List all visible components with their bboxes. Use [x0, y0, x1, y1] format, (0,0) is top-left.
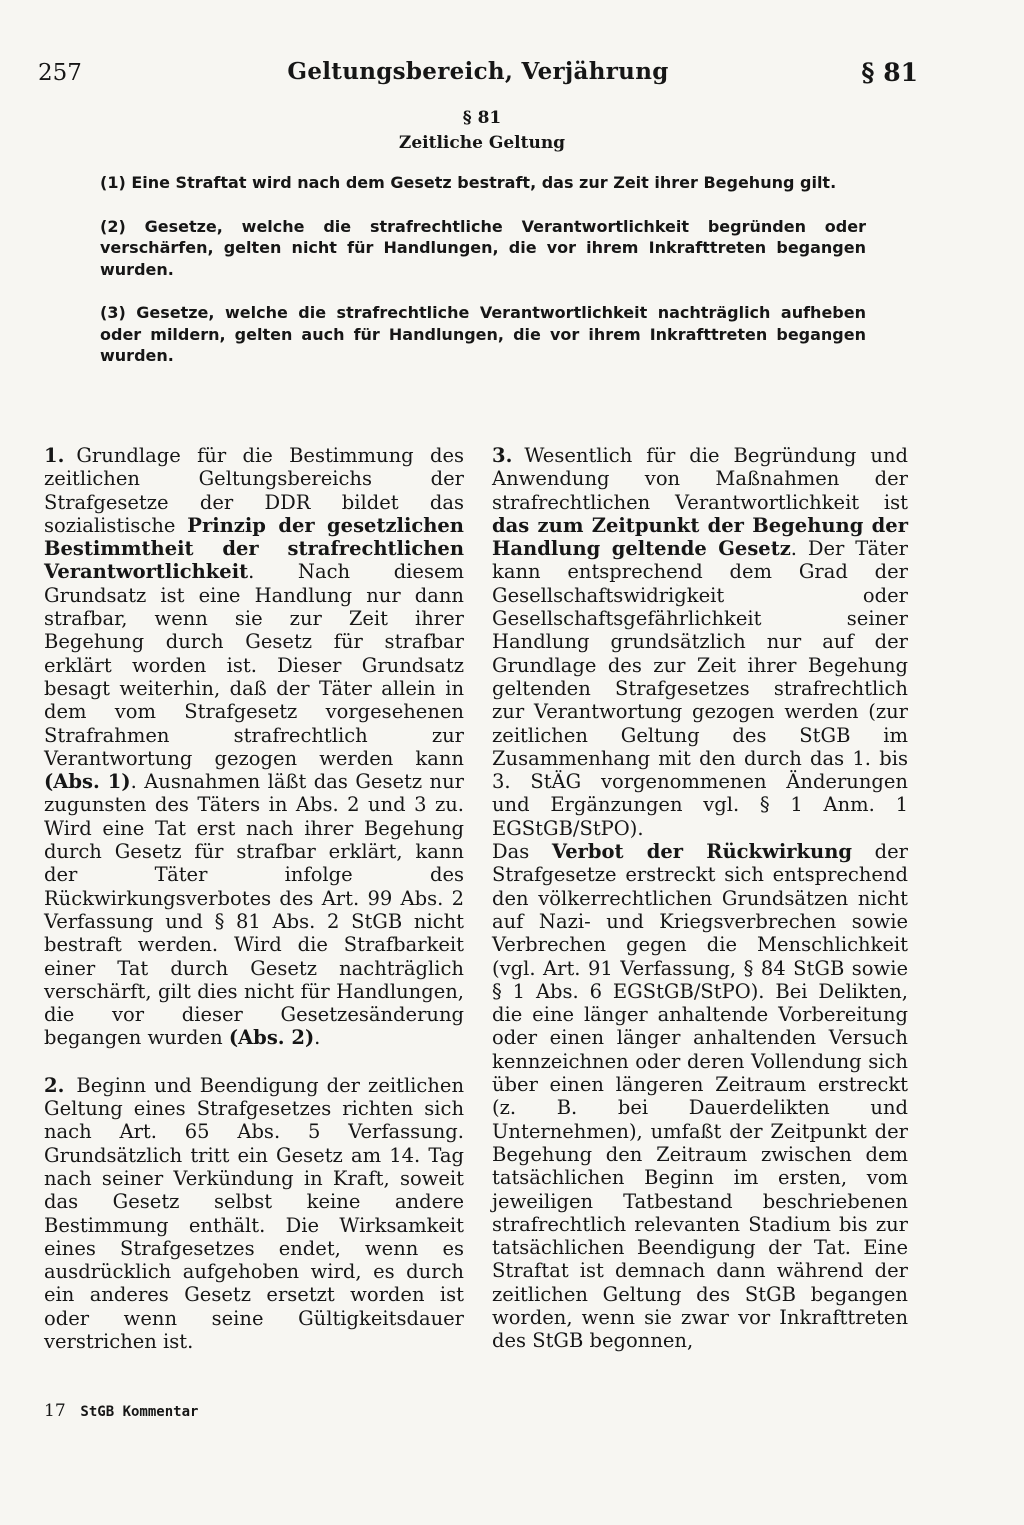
note-text: Wesentlich für die Begründung und Anwendung von Maßnahmen der strafrechtlichen Verantwortlichkeit ist: [492, 444, 908, 514]
law-paragraph-2: (2) Gesetze, welche die strafrechtliche Verantwortlichkeit begründen oder verschärfen, gelten nicht für Handlungen, die vor ihrem Inkrafttreten begangen wurden.: [100, 216, 866, 279]
note-emphasis: (Abs. 1): [44, 770, 131, 794]
section-number: § 81: [462, 108, 502, 128]
commentary-note-3-continued: [492, 840, 908, 1353]
paragraph-gap: [44, 1050, 464, 1074]
note-text: . Ausnahmen läßt das Gesetz nur zugunsten des Täters in Abs. 2 und 3 zu. Wird eine Tat erst nach ihrer Begehung durch Gesetz für strafbar erklärt, kann der Täter infolge des Rückwirkungsverbotes des Art. 99 Abs. 2 Verfassung und § 81 Abs. 2 StGB nicht bestraft werden. Wird die Strafbarkeit einer Tat durch Gesetz nachträglich verschärft, gilt dies nicht für Handlungen, die vor dieser Gesetzesänderung begangen wurden: [44, 770, 464, 1050]
note-number: 1.: [44, 444, 65, 467]
law-paragraph-1: (1) Eine Straftat wird nach dem Gesetz bestraft, das zur Zeit ihrer Begehung gilt.: [100, 173, 837, 192]
note-text: der Strafgesetze erstreckt sich entsprechend den völkerrechtlichen Grundsätzen nicht auf Nazi- und Kriegsverbrechen sowie Verbrechen gegen die Menschlichkeit (vgl. Art. 91 Verfassung, § 84 StGB sowie § 1 Abs. 6 EGStGB/StPO). Bei Delikten, die eine länger anhaltende Vorbereitung oder einen länger anhaltenden Versuch kennzeichnen oder deren Vollendung sich über einen längeren Zeitraum erstreckt (z. B. bei Dauerdelikten und Unternehmen), umfaßt der Zeitpunkt der Begehung den Zeitraum zwischen dem tatsächlichen Beginn im ersten, vom jeweiligen Tatbestand beschriebenen strafrechtlich relevanten Stadium bis zur tatsächlichen Beendigung der Tat. Eine Straftat ist demnach dann während der zeitlichen Geltung des StGB begangen worden, wenn sie zwar vor Inkrafttreten des StGB begonnen,: [492, 840, 908, 1353]
sheet-number: 17: [44, 1401, 66, 1421]
law-heading: [100, 106, 864, 156]
note-text: . Nach diesem Grundsatz ist eine Handlung nur dann strafbar, wenn sie zur Zeit ihrer Begehung durch Gesetz für strafbar erklärt worden ist. Dieser Grundsatz besagt weiterhin, daß der Täter allein in dem vom Strafgesetz vorgesehenen Strafrahmen strafrechtlich zur Verantwortung gezogen werden kann: [44, 560, 464, 770]
note-emphasis: das zum Zeitpunkt der Begehung der Handlung geltende Gesetz: [492, 513, 908, 561]
page-number: 257: [38, 60, 82, 86]
section-title: Zeitliche Geltung: [398, 133, 566, 153]
note-number: 3.: [492, 444, 513, 467]
note-emphasis: Verbot der Rückwirkung: [551, 840, 853, 864]
commentary-note-1: [44, 444, 464, 1050]
note-emphasis: (Abs. 2): [228, 1026, 315, 1050]
running-header: [38, 56, 918, 92]
note-text: .: [314, 1026, 321, 1050]
note-text: Grundlage für die Bestimmung des zeitlichen Geltungsbereichs der Strafgesetze der DDR bildet das sozialistische: [44, 444, 464, 537]
note-emphasis: Prinzip der gesetzlichen Bestimmtheit der strafrechtlichen Verantwortlichkeit: [44, 513, 464, 584]
law-paragraph-3: (3) Gesetze, welche die strafrechtliche Verantwortlichkeit nachträglich aufheben oder mildern, gelten auch für Handlungen, die vor ihrem Inkrafttreten begangen wurden.: [100, 303, 866, 365]
commentary-note-3: [492, 444, 908, 840]
note-text: . Der Täter kann entsprechend dem Grad der Gesellschaftswidrigkeit oder Gesellschaftsgefährlichkeit seiner Handlung grundsätzlich nur auf der Grundlage des zur Zeit ihrer Begehung geltenden Strafgesetzes strafrechtlich zur Verantwortung gezogen werden (zur zeitlichen Geltung des StGB im Zusammenhang mit den durch das 1. bis 3. StÄG vorgenommenen Änderungen und Ergänzungen vgl. § 1 Anm. 1 EGStGB/StPO).: [492, 537, 908, 840]
commentary-right-column: [492, 444, 908, 1353]
note-number: 2.: [44, 1073, 65, 1097]
footer-text: StGB Kommentar: [80, 1404, 199, 1420]
running-title: Geltungsbereich, Verjährung: [287, 58, 669, 85]
note-text: Das: [492, 840, 552, 864]
note-text: Beginn und Beendigung der zeitlichen Geltung eines Strafgesetzes richten sich nach Art. 65 Abs. 5 Verfassung. Grundsätzlich tritt ein Gesetz am 14. Tag nach seiner Verkündung in Kraft, soweit das Gesetz selbst keine andere Bestimmung enthält. Die Wirksamkeit eines Strafgesetzes endet, wenn es ausdrücklich aufgehoben wird, es durch ein anderes Gesetz ersetzt worden ist oder wenn seine Gültigkeitsdauer verstrichen ist.: [44, 1073, 464, 1353]
running-section: § 81: [861, 58, 918, 87]
page-footer: [44, 1401, 198, 1421]
law-text: [100, 172, 866, 389]
commentary-note-2: [44, 1074, 464, 1354]
commentary-left-column: [44, 444, 464, 1353]
